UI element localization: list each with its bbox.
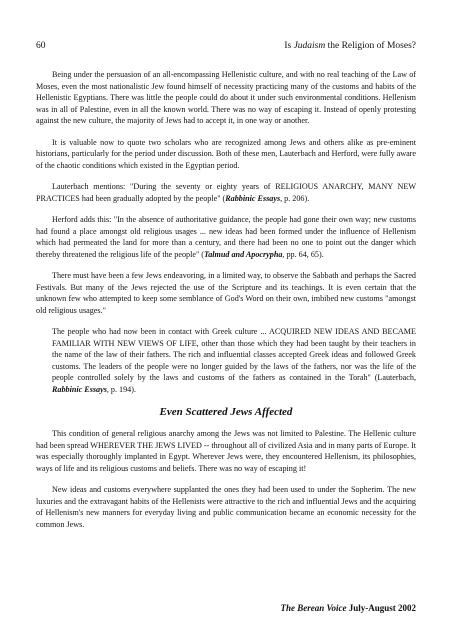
citation-rabbinic-essays: Rabbinic Essays: [225, 193, 281, 203]
paragraph-3-end: , p. 206).: [280, 193, 310, 203]
paragraph-4-text: Herford adds this: "In the absence of authoritative guidance, the people had gone their own way; new customs had found a place amongst old religious usages ... new ideas had been formed under the influence of Hellenism which had permeated the land for more than a century, and there had been no one to point out the danger which thereby threatened the religious life of the people" (: [36, 215, 416, 259]
page-footer: [280, 603, 416, 613]
paragraph-3-text: Lauterbach mentions: "During the seventy or eighty years of RELIGIOUS ANARCHY, MANY NEW PRACTICES had been gradually adopted by the people" (: [36, 182, 416, 203]
paragraph-1: Being under the persuasion of an all-encompassing Hellenistic culture, and with no real teaching of the Law of Moses, even the most nationalistic Jew found himself of necessity practicing many of the customs and habits of the Hellenistic Egyptians. There was little the people could do about it under such environmental conditions. Hellenism was in all of Palestine, even in all the known world. There was no way of escaping it. Instead of openly protesting against the new culture, the majority of Jews had to accept it, in one way or another.: [36, 70, 416, 125]
running-title: [284, 40, 416, 52]
page: [36, 40, 416, 530]
paragraph-5: There must have been a few Jews endeavoring, in a limited way, to observe the Sabbath and perhaps the Sacred Festivals. But many of the Jews rejected the use of the Scripture and its teachings. It is even certain that the unknown few who attempted to keep some semblance of God's Word on their own, imbibed new customs "amongst old religious usages.": [36, 271, 416, 315]
section-heading: Even Scattered Jews Affected: [159, 406, 293, 418]
quote-end: , p. 194).: [106, 384, 136, 394]
quote-text: The people who had now been in contact with Greek culture ... ACQUIRED NEW IDEAS AND BECAME FAMILIAR WITH NEW VIEWS OF LIFE, other than those which they had been taught by their teachers in the name of the law of their fathers. The rich and influential classes accepted Greek ideas and followed Greek customs. The leaders of the people were no longer guided by the laws of the fathers, nor was the life of the people controlled solely by the laws and customs of the fathers as contained in the Torah" (Lauterbach,: [52, 327, 416, 382]
publication-name: The Berean Voice: [280, 603, 347, 613]
running-title-em: Judaism: [293, 41, 326, 51]
citation-talmud-apocrypha: Talmud and Apocrypha: [204, 249, 283, 259]
paragraph-2: It is valuable now to quote two scholars who are recognized among Jews and others alike as pre-eminent historians, particularly for the period under discussion. Both of these men, Lauterbach and Herford, were fully aware of the chaotic conditions which existed in the Egyptian period.: [36, 137, 416, 170]
page-number: 60: [36, 41, 46, 51]
paragraph-3: [36, 181, 416, 204]
block-quote: [52, 326, 416, 395]
issue-date: July-August 2002: [346, 603, 416, 613]
page-header: [36, 40, 416, 52]
paragraph-6: This condition of general religious anarchy among the Jews was not limited to Palestine. The Hellenic culture had been spread WHEREVER THE JEWS LIVED -- throughout all of civilized Asia and in many parts of Europe. It was especially thoroughly implanted in Egypt. Wherever Jews were, they encountered Hellenism, its philosophies, ways of life and its religious customs and beliefs. There was no way of escaping it!: [36, 429, 416, 473]
paragraph-4-end: , pp. 64, 65).: [282, 249, 324, 259]
citation-rabbinic-essays-2: Rabbinic Essays: [52, 384, 107, 394]
paragraph-4: [36, 214, 416, 260]
running-title-post: the Religion of Moses?: [325, 41, 416, 51]
running-title-pre: Is: [284, 41, 294, 51]
paragraph-7: New ideas and customs everywhere supplanted the ones they had been used to under the Sopherim. The new luxuries and the extravagant habits of the Hellenists were attractive to the rich and influential Jews and the acquiring of Hellenism's new manners for everyday living and public communication became an economic necessity for the common Jews.: [36, 485, 416, 529]
